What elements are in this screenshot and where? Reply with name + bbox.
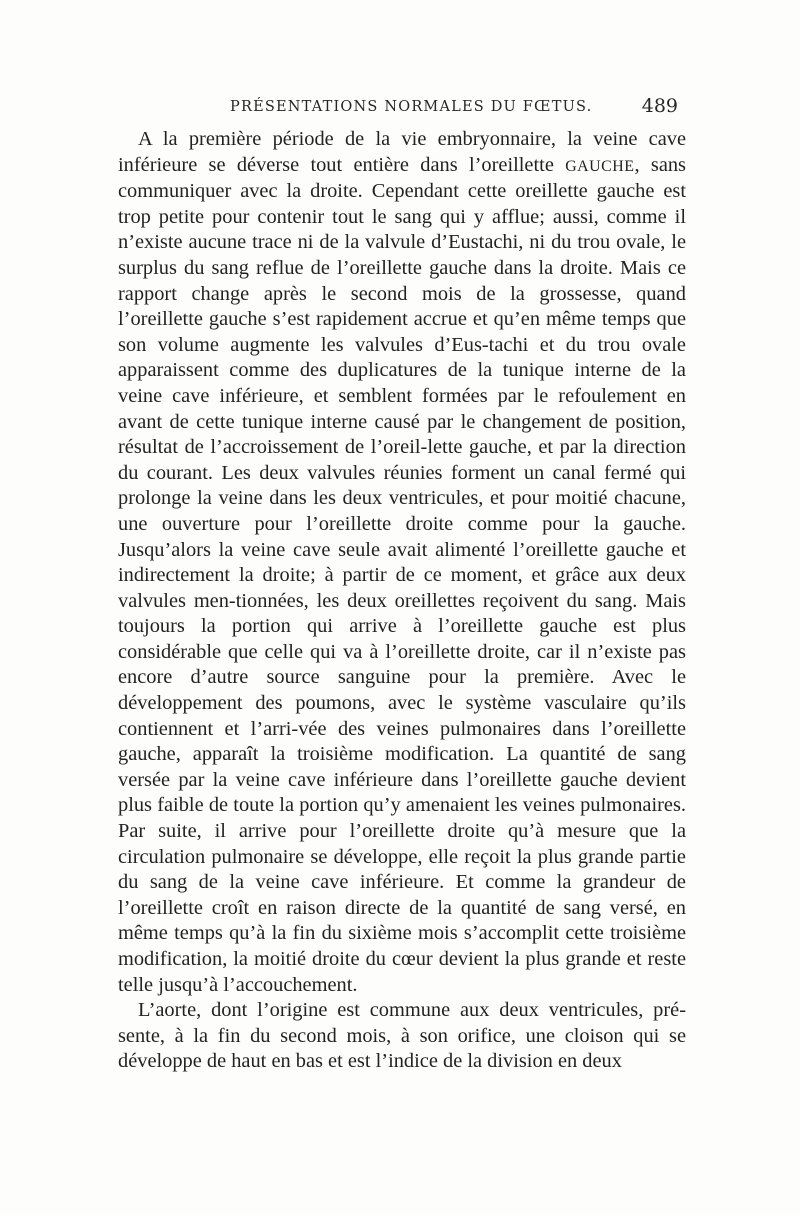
paragraph xyxy=(118,998,686,1075)
paragraph xyxy=(118,127,686,998)
paragraph-text: L’aorte, dont l’origine est commune aux deux ventricules, pré-sente, à la fin du second mois, à son orifice, une cloison qui se développe de haut en bas et est l’indice de la division en deux xyxy=(118,999,686,1073)
paragraph-text: , sans communiquer avec la droite. Cependant cette oreillette gauche est trop petite pour contenir tout le sang qui y afflue; aussi, comme il n’existe aucune trace ni de la valvule d’Eustachi, ni du trou ovale, le surplus du sang reflue de l’oreillette gauche dans la droite. Mais ce rapport change après le second mois de la grossesse, quand l’oreillette gauche s’est rapidement accrue et qu’en même temps que son volume augmente les valvules d’Eus-tachi et du trou ovale apparaissent comme des duplicatures de la tunique interne de la veine cave inférieure, et semblent formées par le refoulement en avant de cette tunique interne causé par le changement de position, résultat de l’accroissement de l’oreil-lette gauche, et par la direction du courant. Les deux valvules réunies forment un canal fermé qui prolonge la veine dans les deux ventricules, et pour moitié chacune, une ouverture pour l’oreillette droite comme pour la gauche. Jusqu’alors la veine cave seule avait alimenté l’oreillette gauche et indirectement la droite; à partir de ce moment, et grâce aux deux valvules men-tionnées, les deux oreillettes reçoivent du sang. Mais toujours la portion qui arrive à l’oreillette gauche est plus considérable que celle qui va à l’oreillette droite, car il n’existe pas encore d’autre source sanguine pour la première. Avec le développement des poumons, avec le système vasculaire qu’ils contiennent et l’arri-vée des veines pulmonaires dans l’oreillette gauche, apparaît la troisième modification. La quantité de sang versée par la veine cave inférieure dans l’oreillette gauche devient plus faible de toute la portion qu’y amenaient les veines pulmonaires. Par suite, il arrive pour l’oreillette droite qu’à mesure que la circulation pulmonaire se développe, elle reçoit la plus grande partie du sang de la veine cave inférieure. Et comme la grandeur de l’oreillette croît en raison directe de la quantité de sang versé, en même temps qu’à la fin du sixième mois s’accomplit cette troisième modification, la moitié droite du cœur devient la plus grande et reste telle jusqu’à l’accouchement. xyxy=(118,153,686,996)
running-title: PRÉSENTATIONS NORMALES DU FŒTUS. xyxy=(230,99,593,115)
emphasis-smallcaps: GAUCHE xyxy=(565,157,635,175)
page-header xyxy=(118,97,678,121)
paragraph-text: A la première période de la vie embryonnaire, la veine cave inférieure se déverse tout entière dans l’oreillette xyxy=(118,128,686,176)
page-number: 489 xyxy=(641,95,678,117)
body-text xyxy=(118,127,686,1075)
